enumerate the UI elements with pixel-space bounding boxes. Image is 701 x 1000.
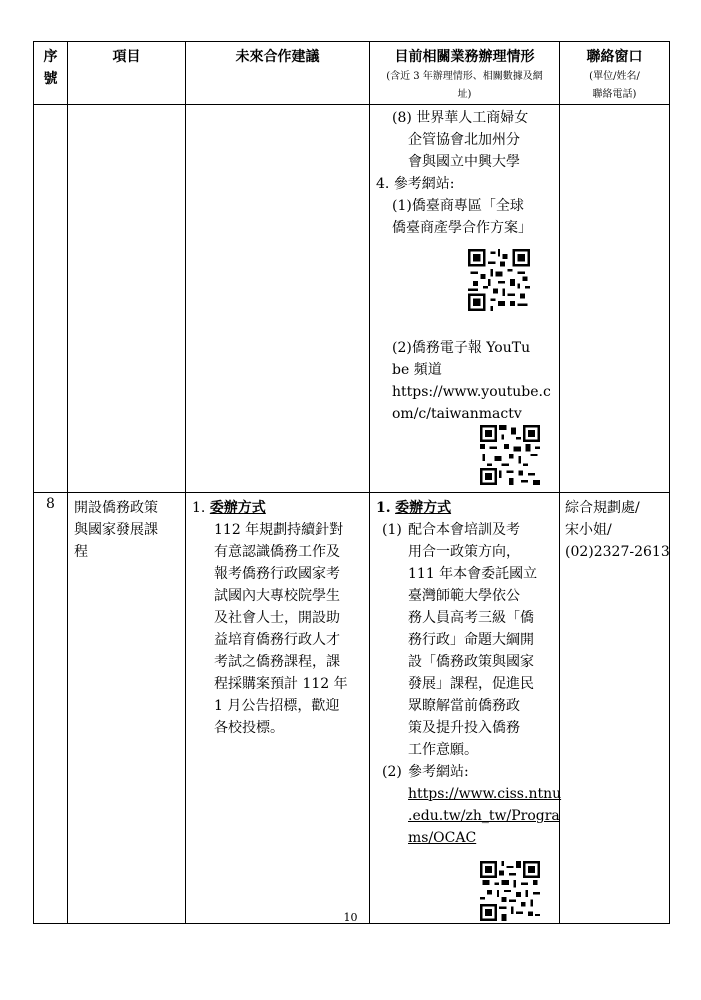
status-item-2-number: (2) [382,764,402,780]
proposal-line: 有意認識僑務工作及 [214,544,340,560]
status-line: 4. 參考網站: [376,176,455,192]
contact-line: 綜合規劃處/ [565,500,640,516]
item-line: 開設僑務政策 [74,500,158,516]
proposal-line: 1 月公告招標，歡迎 [214,698,340,714]
header-status-sub1: (含近 3 年辦理情形、相關數據及網 [386,71,543,82]
cell-item-empty [68,105,186,493]
cooperation-table [33,41,670,924]
table-header-row [34,42,670,105]
status-item-2 [376,761,562,849]
row8-status [370,493,560,924]
header-contact [560,42,670,105]
cell-proposal-empty [186,105,370,493]
proposal-line: 試國內大專校院學生 [214,588,340,604]
cell-status-continued [370,105,560,493]
item-line: 與國家發展課 [74,522,158,538]
header-seq [34,42,68,105]
contact-line: (02)2327-2613 [565,544,670,560]
proposal-line: 程採購案預計 112 年 [214,676,348,692]
proposal-line: 各校投標。 [214,720,284,736]
header-proposal-label: 未來合作建議 [235,49,320,65]
header-status [370,42,560,105]
proposal-line: 及社會人士，開設助 [214,610,340,626]
status-item-line: 策及提升投入僑務 [408,720,520,736]
status-item-line: 設「僑務政策與國家 [408,654,534,670]
status-line: be 頻道 [392,362,442,378]
status-item-1 [376,519,553,761]
status-link[interactable]: om/c/taiwanmactv [392,406,522,422]
status-line: (2)僑務電子報 YouTu [392,340,531,356]
proposal-line: 益培育僑務行政人才 [214,632,340,648]
header-item-label: 項目 [112,49,141,65]
proposal-line: 報考僑務行政國家考 [214,566,340,582]
reference-link[interactable]: ms/OCAC [408,830,477,846]
table-row-8 [34,493,670,924]
proposal-heading-number: 1. [192,500,206,516]
header-proposal [186,42,370,105]
status-item-line: 用合一政策方向， [408,544,520,560]
qr-code-icon [376,425,553,485]
status-item-line: 配合本會培訓及考 [408,522,520,538]
status-heading [376,497,553,519]
qr-code-icon [376,249,553,315]
header-seq-line1: 序 [43,49,58,65]
status-item-line: 發展」課程，促進民 [408,676,534,692]
status-heading-number: 1. [376,500,391,516]
contact-line: 宋小姐/ [565,522,612,538]
header-seq-line2: 號 [43,71,58,87]
header-contact-title: 聯絡窗口 [586,49,643,65]
status-item-2-label: 參考網站: [408,764,469,780]
status-line: 僑臺商產學合作方案」 [392,220,532,236]
status-item-line: 務行政」命題大綱開 [408,632,534,648]
status-line: (8) 世界華人工商婦女 [392,110,529,126]
header-contact-sub2: 聯絡電話) [592,89,637,100]
row8-item [68,493,186,924]
header-status-title: 目前相關業務辦理情形 [394,49,535,65]
status-heading-label: 委辦方式 [395,500,452,516]
status-item-line: 務人員高考三級「僑 [408,610,534,626]
status-item-line: 工作意願。 [408,742,478,758]
header-status-sub2: 址) [457,89,472,100]
status-item-line: 眾瞭解當前僑務政 [408,698,520,714]
header-item [68,42,186,105]
header-contact-sub1: (單位/姓名/ [589,71,640,82]
status-line: 會與國立中興大學 [408,154,520,170]
proposal-heading [192,497,363,519]
reference-link[interactable]: .edu.tw/zh_tw/Progra [408,808,560,824]
row8-contact [560,493,670,924]
proposal-line: 考試之僑務課程，課 [214,654,340,670]
table-row-continued [34,105,670,493]
status-item-line: 臺灣師範大學依公 [408,588,520,604]
item-line: 程 [74,544,88,560]
row8-seq: 8 [34,493,68,924]
reference-link[interactable]: https://www.ciss.ntnu [408,786,562,802]
status-line: 企管協會北加州分 [408,132,520,148]
status-line: (1)僑臺商專區「全球 [392,198,524,214]
proposal-line: 112 年規劃持續針對 [214,522,344,538]
status-item-line: 111 年本會委託國立 [408,566,538,582]
page-number: 10 [343,911,358,924]
cell-seq-empty [34,105,68,493]
status-link[interactable]: https://www.youtube.c [392,384,551,400]
status-item-1-number: (1) [382,522,402,538]
cell-contact-empty [560,105,670,493]
row8-proposal [186,493,370,924]
proposal-heading-label: 委辦方式 [209,500,266,516]
